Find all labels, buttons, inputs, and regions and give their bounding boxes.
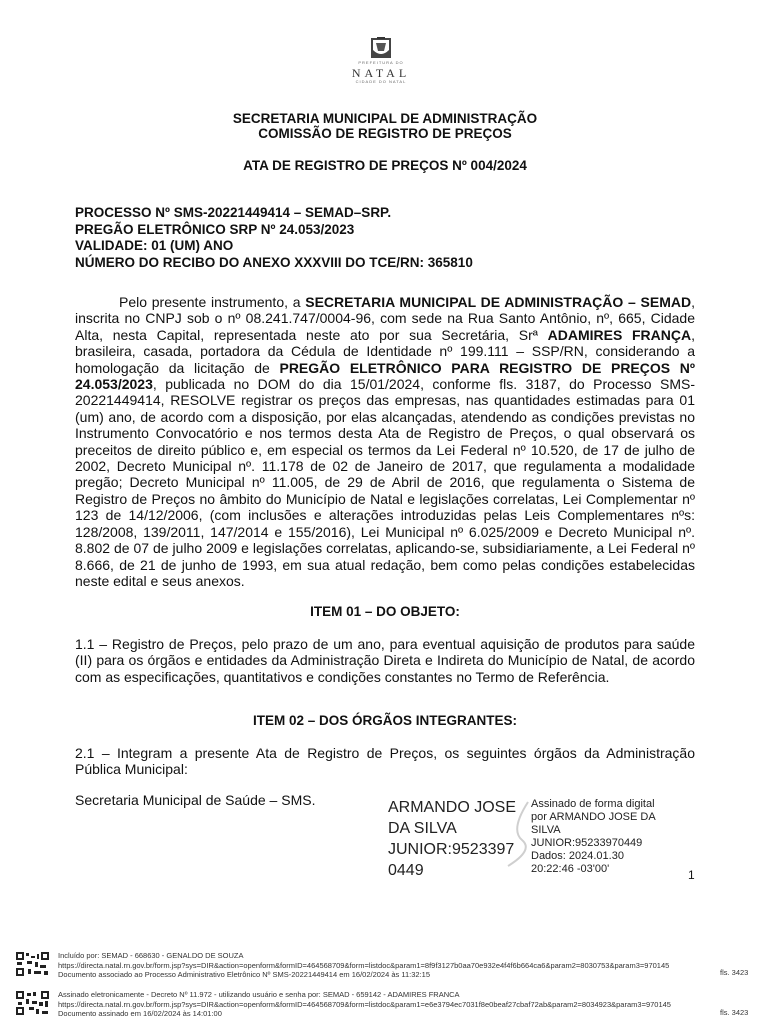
footer-1-line-1: Incluído por: SEMAD - 668630 - GENALDO DE SOUZA [58, 951, 244, 960]
footer-inclusion-info [58, 951, 708, 980]
document-title: ATA DE REGISTRO DE PREÇOS Nº 004/2024 [243, 158, 527, 173]
item-02-text: 2.1 – Integram a presente Ata de Registro de Preços, os seguintes órgãos da Administração Pública Municipal: [75, 745, 695, 778]
intro-text-1: Pelo presente instrumento, a [119, 294, 306, 310]
signer-name-line-1: ARMANDO JOSE [388, 799, 517, 816]
footer-2-url: https://directa.natal.rn.gov.br/form.jsp?sys=DIR&action=openform&formID=464568709&form=listdoc&param1=e6e3794ec7031f8e0beaf27cbaf72ab&param2=8034923&param3=970145 [58, 999, 671, 1009]
receipt-number: NÚMERO DO RECIBO DO ANEXO XXXVIII DO TCE/RN: 365810 [75, 254, 473, 270]
natal-emblem-icon [368, 36, 394, 60]
header-line-1: SECRETARIA MUNICIPAL DE ADMINISTRAÇÃO [232, 111, 538, 126]
signature-detail-2: por ARMANDO JOSE DA [531, 811, 656, 823]
item-01-title: ITEM 01 – DO OBJETO: [310, 604, 460, 619]
item-01-text: 1.1 – Registro de Preços, pelo prazo de um ano, para eventual aquisição de produtos para saúde (II) para os órgãos e entidades da Administração Direta e Indireta do Município de Natal, de acordo com as especificações, quantitativos e condições constantes no Termo de Referência. [75, 636, 695, 685]
logo-city-name: NATAL [351, 66, 411, 80]
footer-2-page-ref: fls. 3423 [720, 1008, 749, 1017]
intro-bold-secretary: ADAMIRES FRANÇA [547, 326, 692, 343]
qr-code-icon [15, 990, 50, 1016]
qr-code-icon [15, 951, 50, 977]
footer-2-line-3: Documento assinado em 16/02/2024 às 14:01:00 [58, 1009, 222, 1018]
logo-sub-text: CIDADE DO NATAL [355, 79, 407, 84]
signer-name-line-2: DA SILVA [388, 820, 457, 837]
logo-top-text: PREFEITURA DO [358, 60, 404, 65]
signer-name [388, 797, 524, 881]
signature-detail-5: Dados: 2024.01.30 [531, 850, 624, 862]
signature-details [531, 798, 701, 876]
header-line-2: COMISSÃO DE REGISTRO DE PREÇOS [258, 126, 512, 141]
intro-bold-pregao: PREGÃO ELETRÔNICO PARA REGISTRO DE PREÇOS Nº 24.053/2023 [75, 359, 695, 393]
intro-text-2: , inscrita no CNPJ sob o nº 08.241.747/0004-96, com sede na Rua Santo Antônio, nº, 665, Cidade Alta, nesta Capital, representada neste ato por sua Secretária, Srª [75, 294, 695, 343]
footer-1-url: https://directa.natal.rn.gov.br/form.jsp?sys=DIR&action=openform&formID=464568709&form=listdoc&param1=8f9f3127b0aa70e932e4f4f6b664ca6&param2=8030753&param3=970145 [58, 960, 670, 970]
signature-detail-6: 20:22:46 -03'00' [531, 863, 610, 875]
intro-text-3: , brasileira, casada, portadora da Cédula de Identidade nº 199.111 – SSP/RN, considerando a homologação da licitação de [75, 326, 695, 376]
integrant-organ: Secretaria Municipal de Saúde – SMS. [75, 792, 316, 808]
intro-text-4: , publicada no DOM do dia 15/01/2024, conforme fls. 3187, do Processo SMS-20221449414, RESOLVE registrar os preços das empresas, nas quantidades estimadas para 01 (um) ano, de acordo com a disposição, por elas alcançadas, atendendo as condições previstas no Instrumento Convocatório e nos termos desta Ata de Registro de Preços, o qual observará os preceitos de direito público e, em especial os termos da Lei Federal nº 10.520, de 17 de julho de 2002, Decreto Municipal nº. 11.178 de 02 de Janeiro de 2017, que regulamenta a modalidade pregão; Decreto Municipal nº 11.005, de 29 de Abril de 2016, que regulamenta o Sistema de Registro de Preços no âmbito do Município de Natal e legislações correlatas, Lei Complementar nº 123 de 14/12/2006, (com inclusões e alterações introduzidas pelas Leis Complementares nºs: 128/2008, 139/2011, 147/2014 e 155/2016), Lei Municipal nº 6.025/2009 e Decreto Municipal nº. 8.802 de 07 de julho 2009 e legislações correlatas, aplicando-se, subsidiariamente, a Lei Federal nº 8.666, de 21 de junho de 1993, em sua atual redação, bem como pelas condições estabelecidas neste edital e seus anexos. [75, 376, 695, 589]
item-02-title: ITEM 02 – DOS ÓRGÃOS INTEGRANTES: [252, 713, 518, 728]
signer-name-line-3: JUNIOR:9523397 [388, 841, 515, 858]
pregao-number: PREGÃO ELETRÔNICO SRP Nº 24.053/2023 [75, 221, 355, 237]
signature-detail-1: Assinado de forma digital [531, 798, 655, 810]
signer-name-line-4: 0449 [388, 862, 424, 879]
validity: VALIDADE: 01 (UM) ANO [75, 238, 234, 253]
city-logo [346, 36, 416, 100]
footer-1-line-3: Documento associado ao Processo Administrativo Eletrônico Nº SMS-20221449414 em 16/02/2024 às 11:32:15 [58, 970, 430, 979]
signature-detail-3: SILVA [531, 824, 561, 836]
footer-2-line-1: Assinado eletronicamente - Decreto Nº 11.972 - utilizando usuário e senha por: SEMAD - 659142 - ADAMIRES FRANCA [58, 990, 460, 999]
intro-paragraph [75, 294, 695, 589]
process-info [75, 205, 473, 271]
signature-detail-4: JUNIOR:95233970449 [531, 837, 643, 849]
intro-bold-semad: SECRETARIA MUNICIPAL DE ADMINISTRAÇÃO – SEMAD [305, 294, 692, 310]
footer-1-page-ref: fls. 3423 [720, 968, 749, 977]
page-number: 1 [688, 868, 695, 882]
process-number: PROCESSO Nº SMS-20221449414 – SEMAD–SRP. [75, 205, 392, 220]
footer-signature-info [58, 990, 708, 1019]
